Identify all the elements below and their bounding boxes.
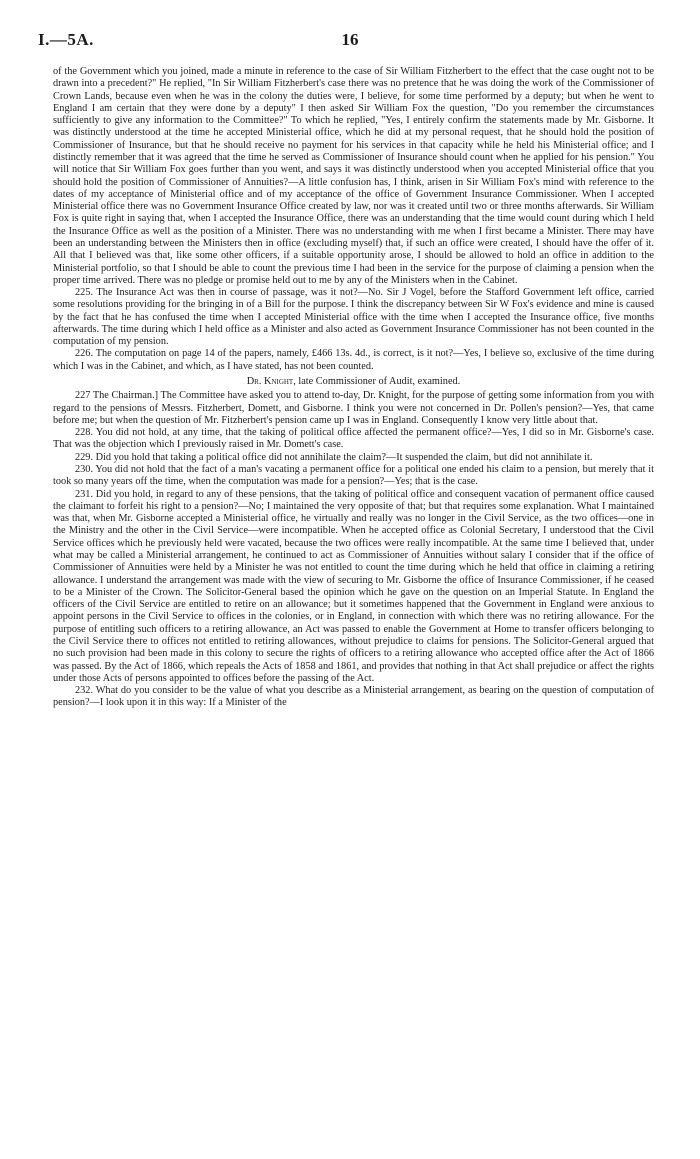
page-body: [53, 66, 654, 710]
paragraph-229: 229. Did you hold that taking a political office did not annihilate the claim?—It suspended the claim, but did not annihilate it.: [75, 451, 593, 463]
paragraph-231: 231. Did you hold, in regard to any of these pensions, that the taking of political office and consequent vacation of permanent office caused the claimant to forfeit his right to a pension?—No; I maintained the very opposite of that; but that requires some explanation. What I maintained was that, when Mr. Gisborne accepted a Ministerial office, he virtually and really was no longer in the Civil Service, as the two offices—one in the Ministry and the other in the Civil Service—were incompatible. When he accepted office as Colonial Secretary, I understood that the Civil Service offices which he previously held were vacated, because the two offices were really incompatible. At the same time I believed that, under what may be called a Ministerial arrangement, he continued to act as Commissioner of Annuities without salary I consider that if the office of Commissioner of Annuities were held by a Minister he was not entitled to count the time during which he held that office in claiming a retiring allowance. I understand the arrangement was made with the view of securing to Mr. Gisborne the office of Insurance Commissioner, if he ceased to be a Minister of the Crown. The Solicitor-General based the opinion which he gave on the question on an Imperial Statute. In England the officers of the Civil Service are entitled to retire on an allowance; but it sometimes happened that the Government in England were anxious to appoint persons in the Civil Service to offices in the colonies, or in England, in connection with which there was no retiring allowance. For the purpose of entitling such officers to a retiring allowance, an Act was passed to enable the Government at Home to transfer officers belonging to the Civil Service there to offices not entitled to retiring allowances, without prejudice to claims for pensions. The Solicitor-General argued that no such provision had been made in this colony to secure the rights of officers to a retiring allowance who accepted office after the Act of 1866 was passed. By the Act of 1866, which repeals the Acts of 1858 and 1861, and provides that nothing in that Act shall prejudice or affect the rights under those Acts of persons appointed to offices before the passing of the Act.: [53, 488, 654, 684]
page-reference: I.—5A.: [38, 30, 94, 49]
paragraph-228: 228. You did not hold, at any time, that the taking of political office affected the permanent office?—Yes, I did so in Mr. Gisborne's case. That was the objection which I previously raised in Mr. Domett's case.: [53, 427, 654, 451]
witness-heading: [53, 376, 654, 388]
page-header: [0, 30, 700, 54]
paragraph-227: 227 The Chairman.] The Committee have asked you to attend to-day, Dr. Knight, for the purpose of getting some information from you with regard to the pensions of Messrs. Fitzherbert, Domett, and Gisborne. I think you were not concerned in Dr. Pollen's pension?—Yes, that came before me; but when the question of Mr. Fitzherbert's pension came up I was in England. Consequently I know very little about that.: [53, 390, 654, 426]
paragraph-230: 230. You did not hold that the fact of a man's vacating a permanent office for a political one ended his claim to a pension, but merely that it took so many years off the time, when the computation was made for a pension?—Yes; that is the case.: [53, 464, 654, 488]
paragraph-continuation: of the Government which you joined, made a minute in reference to the case of Sir William Fitzherbert to the effect that the case ought not to be drawn into a precedent?" He replied, "In Sir William Fitzherbert's case there was no pretence that he was doing the work of the Commissioner of Crown Lands, because even when he was in the colony the duties were, I believe, for some time performed by a deputy; but when he went to England I am certain that they were done by a deputy" I then asked Sir William Fox the question, "Do you remember the circumstances sufficiently to give any information to the Committee?" To which he replied, "Yes, I entirely confirm the statements made by Mr. Gisborne. It was distinctly understood at the time he accepted Ministerial office, which he did at my personal request, that he should hold the position of Commissioner of Insurance, but that he should receive no payment for his services in that capacity while he held his Ministerial office; and I distinctly remember that it was agreed that the time he served as Commissioner of Insurance should count when he applied for his pension." You will notice that Sir William Fox goes further than you went, and says it was distinctly understood when you accepted Ministerial office that you should hold the position of Commissioner of Annuities?—A little confusion has, I think, arisen in Sir William Fox's mind with reference to the dates of my acceptance of Ministerial office and of my acceptance of the office of Government Insurance Commissioner. When I accepted Ministerial office there was no Government Insurance Office created by law, nor was it created until two or three months afterwards. Sir William Fox is quite right in saying that, when I accepted the Insurance Office, there was an understanding that the time would count during which I held the Insurance Office as well as the position of a Minister. There was no understanding with me when I first became a Minister. There may have been an understanding between the Ministers then in office (excluding myself) that, if such an office were created, I should have the offer of it. All that I believed was that, like some other officers, if a suitable opportunity arose, I should be allowed to hold an office in addition to the Ministerial portfolio, so that I should be able to count the previous time I had been in the service for the purpose of claiming a pension when the proper time arrived. There was no pledge or promise held out to me by any of the Ministers when in the Cabinet.: [53, 66, 654, 286]
paragraph-225: 225. The Insurance Act was then in course of passage, was it not?—No. Sir J Vogel, before the Stafford Government left office, carried some resolutions providing for the bringing in of a Bill for the purpose. I think the discrepancy between Sir W Fox's evidence and mine is caused by the fact that he has confused the time when I accepted Ministerial office with the time when I accepted the Insurance office, five months afterwards. The time during which I held office as a Minister and also acted as Government Insurance Commissioner has not been counted in the computation of my pension.: [53, 287, 654, 348]
paragraph-232: 232. What do you consider to be the value of what you describe as a Ministerial arrangement, as bearing on the question of computation of pension?—I look upon it in this way: If a Minister of the: [53, 685, 654, 709]
witness-title: , late Commissioner of Audit, examined.: [293, 376, 461, 388]
paragraph-226: 226. The computation on page 14 of the papers, namely, £466 13s. 4d., is correct, is it not?—Yes, I believe so, exclusive of the time during which I was in the Cabinet, and which, as I have stated, has not been counted.: [53, 348, 654, 372]
witness-name: Dr. Knight: [246, 376, 294, 388]
page-number: 16: [341, 30, 359, 49]
